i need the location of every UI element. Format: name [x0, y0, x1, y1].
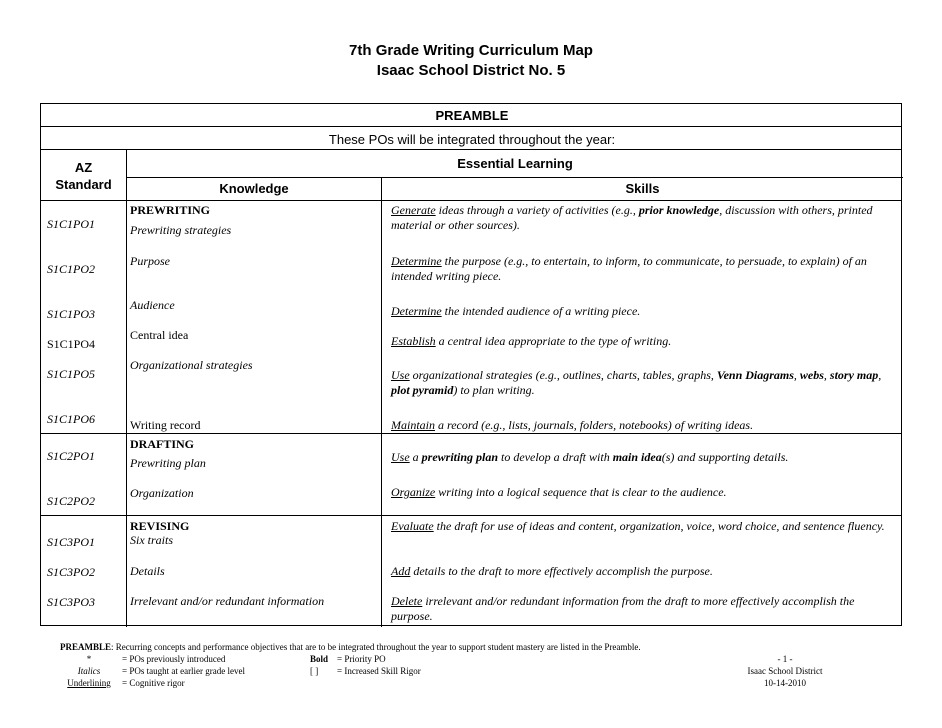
- knowledge-item: Central idea: [130, 328, 189, 342]
- page-number: - 1 -: [777, 654, 793, 664]
- knowledge-item: Audience: [130, 298, 175, 312]
- table-rule: [41, 200, 901, 201]
- legend-key: *: [86, 654, 92, 664]
- section-heading-prewriting: PREWRITING: [130, 203, 211, 217]
- legend-key: Bold: [310, 654, 329, 664]
- col-header-standard-2: Standard: [55, 177, 112, 192]
- legend-key: Italics: [77, 666, 101, 676]
- knowledge-item: Details: [130, 564, 165, 578]
- preamble-footnote: PREAMBLE: Recurring concepts and performance objectives that are to be integrated throughout the year to support student mastery are listed in the Preamble.: [60, 642, 641, 652]
- po-code: S1C1PO3: [47, 307, 95, 321]
- knowledge-item: Organizational strategies: [130, 358, 253, 372]
- skill-item: Organize writing into a logical sequence that is clear to the audience.: [391, 485, 727, 499]
- skill-item: Use organizational strategies (e.g., outlines, charts, tables, graphs, Venn Diagrams, webs, story map, plot pyramid) to plan writing.: [391, 368, 882, 397]
- skill-item: Maintain a record (e.g., lists, journals, folders, notebooks) of writing ideas.: [391, 418, 754, 432]
- po-code: S1C1PO1: [47, 217, 95, 231]
- po-code: S1C2PO1: [47, 449, 95, 463]
- knowledge-item: Irrelevant and/or redundant information: [130, 594, 325, 608]
- po-code: S1C2PO2: [47, 494, 95, 508]
- skill-item: Evaluate the draft for use of ideas and content, organization, voice, word choice, and sentence fluency.: [391, 519, 885, 533]
- legend-desc: = POs previously introduced: [122, 654, 226, 664]
- knowledge-item: Organization: [130, 486, 194, 500]
- col-header-standard-1: AZ: [74, 160, 93, 175]
- knowledge-item: Purpose: [130, 254, 170, 268]
- section-heading-drafting: DRAFTING: [130, 437, 195, 451]
- legend-key: Underlining: [67, 678, 111, 688]
- knowledge-item: Prewriting strategies: [130, 223, 232, 237]
- table-rule: [41, 126, 901, 127]
- skill-item: Add details to the draft to more effectively accomplish the purpose.: [391, 564, 713, 578]
- document-title: 7th Grade Writing Curriculum Map: [349, 42, 593, 59]
- skill-item: Delete irrelevant and/or redundant information from the draft to more effectively accomplish the purpose.: [391, 594, 855, 623]
- knowledge-item: Six traits: [130, 533, 174, 547]
- district-title: Isaac School District No. 5: [376, 62, 566, 79]
- table-rule: [381, 177, 382, 627]
- col-header-knowledge: Knowledge: [219, 181, 289, 196]
- po-code: S1C1PO2: [47, 262, 95, 276]
- knowledge-item: Prewriting plan: [130, 456, 206, 470]
- preamble-header: PREAMBLE: [435, 108, 509, 123]
- col-header-skills: Skills: [625, 181, 660, 196]
- po-code: S1C1PO6: [47, 412, 95, 426]
- po-code: S1C1PO4: [47, 337, 96, 351]
- section-heading-revising: REVISING: [130, 519, 190, 533]
- skill-item: Determine the intended audience of a writing piece.: [391, 304, 641, 318]
- curriculum-table: [40, 103, 902, 626]
- po-code: S1C3PO1: [47, 535, 95, 549]
- legend-desc: = Priority PO: [337, 654, 386, 664]
- legend-desc: = POs taught at earlier grade level: [122, 666, 246, 676]
- table-rule: [126, 149, 127, 627]
- legend-desc: = Increased Skill Rigor: [337, 666, 421, 676]
- skill-item: Establish a central idea appropriate to the type of writing.: [391, 334, 672, 348]
- table-rule: [41, 433, 901, 434]
- po-code: S1C3PO3: [47, 595, 95, 609]
- col-header-essential: Essential Learning: [457, 156, 573, 171]
- table-rule: [41, 515, 901, 516]
- po-code: S1C1PO5: [47, 367, 95, 381]
- skill-item: Determine the purpose (e.g., to entertain, to inform, to communicate, to persuade, to explain) of an intended writing piece.: [391, 254, 867, 283]
- skill-item: Use a prewriting plan to develop a draft with main idea(s) and supporting details.: [391, 450, 789, 464]
- knowledge-item: Writing record: [130, 418, 201, 432]
- po-code: S1C3PO2: [47, 565, 95, 579]
- integrated-note: These POs will be integrated throughout the year:: [328, 132, 616, 147]
- district-name: Isaac School District: [747, 666, 823, 676]
- legend-key: [ ]: [310, 666, 319, 676]
- skill-item: Generate ideas through a variety of activities (e.g., prior knowledge, discussion with others, printed material or other sources).: [391, 203, 873, 232]
- legend-desc: = Cognitive rigor: [122, 678, 185, 688]
- table-rule: [41, 149, 901, 150]
- document-date: 10-14-2010: [764, 678, 806, 688]
- table-rule: [127, 177, 903, 178]
